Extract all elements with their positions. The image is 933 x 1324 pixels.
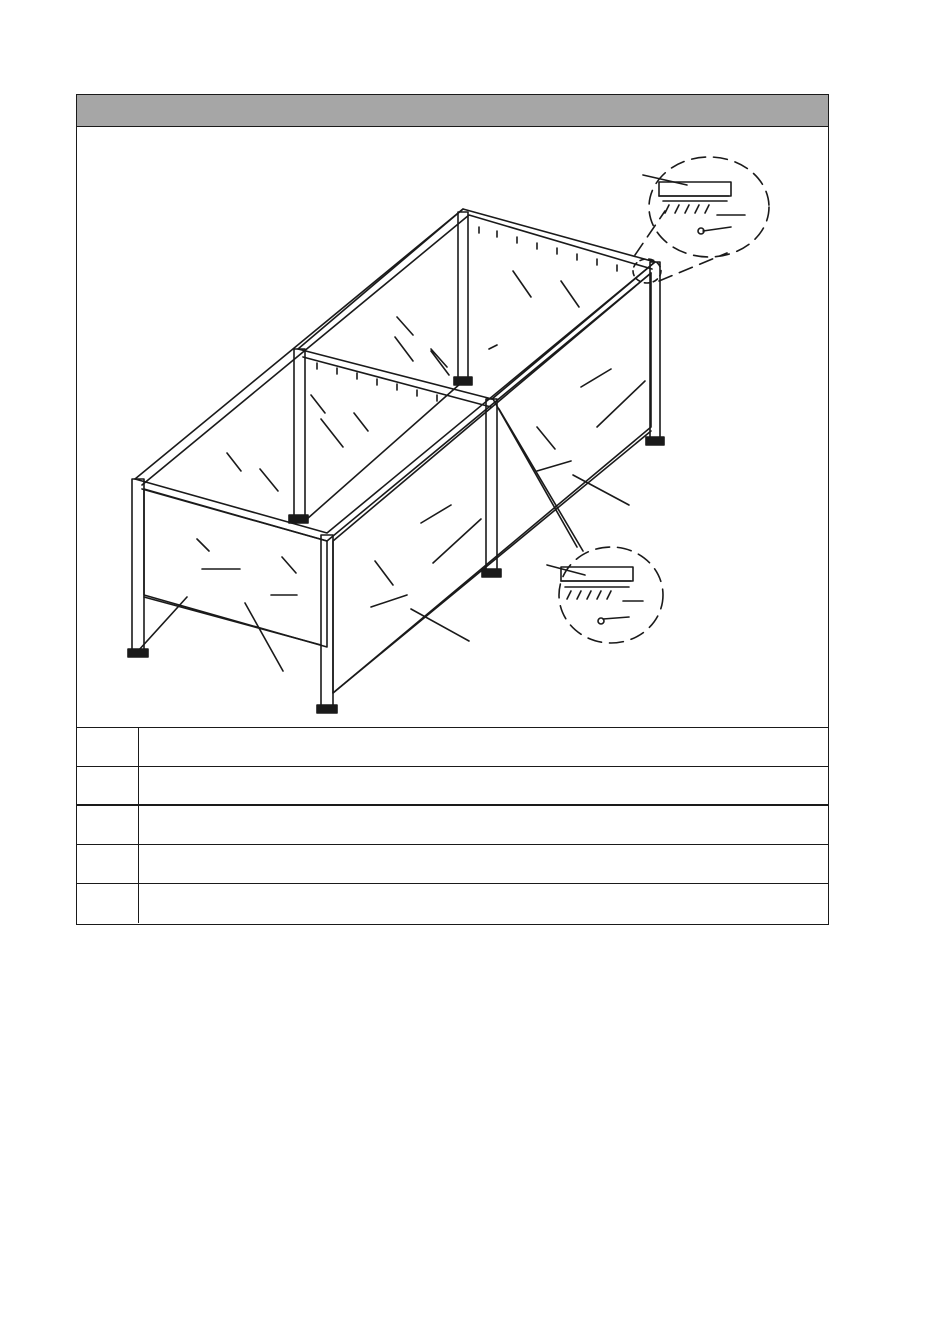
panel-header bbox=[77, 95, 828, 127]
instruction-panel bbox=[76, 94, 829, 925]
part-row bbox=[77, 845, 828, 884]
part-name bbox=[149, 767, 820, 804]
part-name bbox=[149, 806, 820, 844]
part-number bbox=[77, 728, 139, 766]
part-number bbox=[77, 884, 139, 923]
panel-title bbox=[77, 95, 828, 107]
parts-list bbox=[77, 727, 828, 924]
assembly-figure bbox=[77, 127, 827, 727]
part-row bbox=[77, 806, 828, 845]
detail-callout-bottom bbox=[547, 547, 663, 643]
part-row bbox=[77, 767, 828, 806]
part-name bbox=[149, 884, 820, 923]
pergola-assembly-drawing bbox=[77, 127, 827, 727]
part-number bbox=[77, 806, 139, 844]
part-number bbox=[77, 845, 139, 883]
part-row bbox=[77, 884, 828, 923]
part-name bbox=[149, 728, 820, 766]
part-name bbox=[149, 845, 820, 883]
pergola-frame bbox=[128, 209, 664, 713]
leader-lines bbox=[245, 399, 629, 671]
part-row bbox=[77, 728, 828, 767]
part-number bbox=[77, 767, 139, 804]
